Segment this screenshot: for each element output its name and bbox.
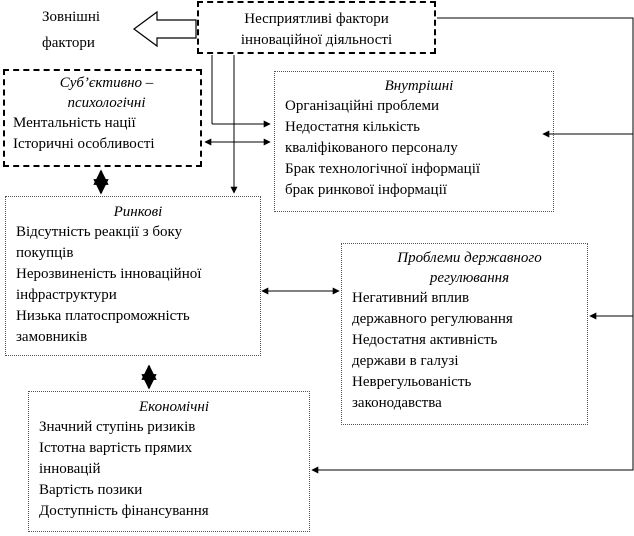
state-title-line-2: регулювання [429, 270, 510, 286]
market-item-4: інфраструктури [16, 287, 117, 303]
adverse-factors-line-1: Несприятливі фактори [244, 11, 389, 27]
state-title-line-1: Проблеми державного [397, 250, 542, 266]
subjective-title-line-1: Суб’єктивно – [59, 75, 154, 91]
market-factors-box [5, 196, 261, 356]
subjective-psychological-box [3, 69, 202, 167]
economic-title: Економічні [139, 399, 209, 415]
state-item-5: Неврегульованість [352, 374, 472, 390]
subjective-item-2: Історичні особливості [13, 136, 155, 152]
internal-item-3: кваліфікованого персоналу [285, 140, 458, 156]
internal-item-1: Організаційні проблеми [285, 98, 440, 114]
internal-item-4: Брак технологічної інформації [285, 161, 481, 177]
market-item-5: Низька платоспроможність [16, 308, 190, 324]
market-item-2: покупців [16, 245, 74, 261]
state-item-4: держави в галузі [352, 353, 459, 369]
subjective-title-line-2: психологічні [67, 95, 146, 111]
state-item-1: Негативний вплив [352, 290, 470, 306]
economic-item-3: інновацій [39, 461, 101, 477]
internal-item-5: брак ринкової інформації [285, 182, 447, 198]
adverse-factors-box [197, 1, 436, 54]
economic-item-5: Доступність фінансування [39, 503, 209, 519]
state-item-3: Недостатня активність [352, 332, 498, 348]
internal-factors-box [274, 71, 554, 212]
market-item-3: Нерозвиненість інноваційної [16, 266, 202, 282]
market-item-6: замовників [16, 329, 88, 345]
internal-title: Внутрішні [384, 78, 454, 94]
external-factors-line-1: Зовнішні [42, 9, 101, 25]
state-regulation-box [341, 243, 588, 425]
market-title: Ринкові [113, 204, 163, 220]
subjective-item-1: Ментальність нації [13, 115, 136, 131]
internal-item-2: Недостатня кількість [285, 119, 420, 135]
state-item-2: державного регулювання [352, 311, 513, 327]
economic-item-2: Істотна вартість прямих [39, 440, 193, 456]
market-item-1: Відсутність реакції з боку [16, 224, 183, 240]
economic-item-4: Вартість позики [39, 482, 143, 498]
external-factors-line-2: фактори [42, 35, 95, 51]
economic-item-1: Значний ступінь ризиків [39, 419, 196, 435]
economic-factors-box [28, 391, 310, 532]
hollow-arrow-to-external [134, 12, 196, 46]
external-factors-label [42, 6, 100, 54]
state-item-6: законодавства [352, 395, 442, 411]
adverse-factors-line-2: інноваційної діяльності [240, 32, 393, 48]
